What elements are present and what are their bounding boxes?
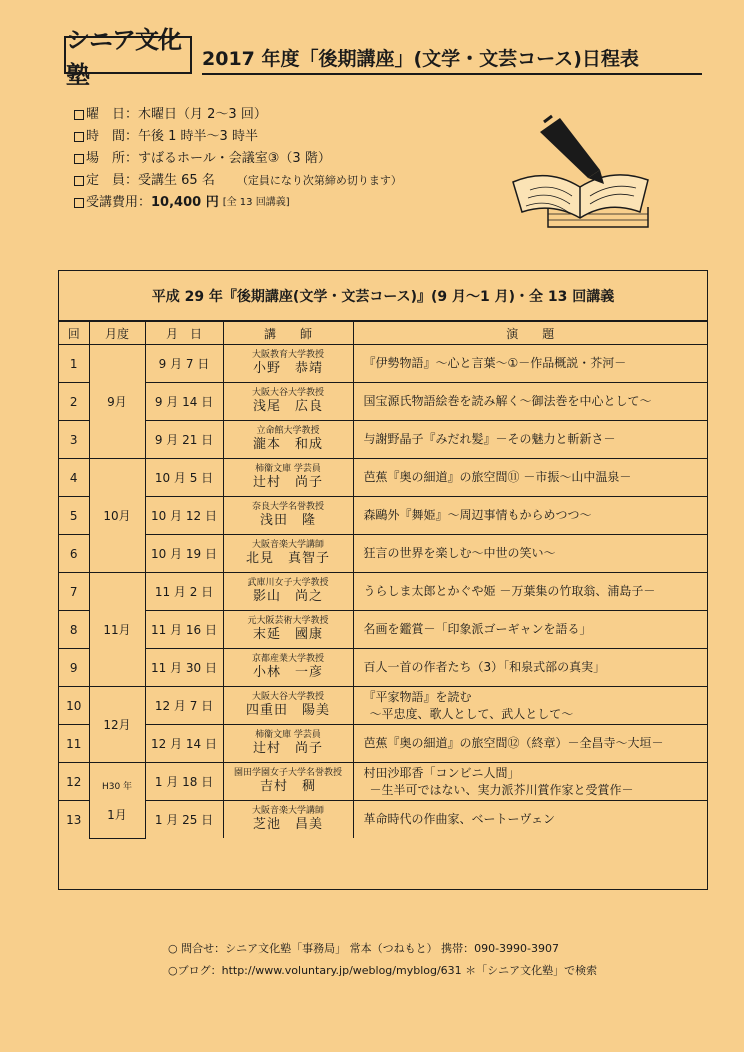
topic-cell <box>353 459 707 497</box>
lecturer-cell <box>223 687 353 725</box>
table-row <box>59 345 707 383</box>
lecturer-cell <box>223 345 353 383</box>
topic-text: うらしま太郎とかぐや姫 －万葉集の竹取翁、浦島子－ <box>363 584 656 599</box>
topic-text: 『伊勢物語』〜心と言葉〜①－作品概説・芥河－ <box>363 356 627 371</box>
lecturer-name: 吉村 稠 <box>259 779 316 795</box>
row-no: 1 <box>59 345 89 383</box>
row-no: 13 <box>59 801 89 839</box>
table-row <box>59 421 707 459</box>
topic-text: 名画を鑑賞－「印象派ゴーギャンを語る」 <box>363 622 592 637</box>
info-label: 場 所： <box>86 151 139 166</box>
info-label: 曜 日： <box>86 107 139 122</box>
lecturer-name: 北見 真智子 <box>245 551 330 567</box>
lecturer-cell <box>223 383 353 421</box>
info-label: 定 員： <box>86 173 139 188</box>
topic-cell <box>353 383 707 421</box>
row-date: 12 月 14 日 <box>145 725 223 763</box>
info-list <box>74 104 514 214</box>
page-title: 2017 年度「後期講座」(文学・文芸コース)日程表 <box>202 44 702 75</box>
lecturer-name: 辻村 尚子 <box>252 475 323 491</box>
lecturer-cell <box>223 459 353 497</box>
lecturer-cell <box>223 649 353 687</box>
info-fee <box>74 192 514 214</box>
info-label: 受講費用： <box>86 195 152 210</box>
lecturer-affiliation: 大阪音楽大学講師 <box>251 806 324 817</box>
lecturer-name: 末延 國康 <box>252 627 323 643</box>
schedule-table-frame <box>58 270 708 890</box>
row-date: 10 月 12 日 <box>145 497 223 535</box>
logo: シニア文化塾 <box>64 36 192 74</box>
blog-line: ○ブログ：http://www.voluntary.jp/weblog/myblog/631 ＊「シニア文化塾」で検索 <box>168 964 598 977</box>
topic-subtext: －生半可ではない、実力派芥川賞作家と受賞作－ <box>369 782 634 797</box>
lecturer-name: 浅尾 広良 <box>252 399 323 415</box>
topic-text: 革命時代の作曲家、ベートーヴェン <box>363 812 556 827</box>
month-cell: 11月 <box>89 573 145 687</box>
row-no: 9 <box>59 649 89 687</box>
table-row <box>59 459 707 497</box>
row-date: 1 月 18 日 <box>145 763 223 801</box>
topic-text: 芭蕉『奥の細道』の旅空間⑪ －市振〜山中温泉－ <box>363 470 632 485</box>
checkbox-icon <box>74 198 84 208</box>
table-row <box>59 763 707 801</box>
lecturer-cell <box>223 421 353 459</box>
row-no: 11 <box>59 725 89 763</box>
lecturer-affiliation: 園田学園女子大学名誉教授 <box>233 768 342 779</box>
lecturer-affiliation: 京都産業大学教授 <box>251 654 324 665</box>
lecturer-cell <box>223 535 353 573</box>
lecturer-affiliation: 大阪大谷大学教授 <box>251 692 324 703</box>
table-row <box>59 801 707 839</box>
row-date: 11 月 16 日 <box>145 611 223 649</box>
table-row <box>59 573 707 611</box>
header-lecturer: 講 師 <box>223 322 353 345</box>
topic-text: 森鷗外『舞姫』〜周辺事情もからめつつ〜 <box>363 508 592 523</box>
lecturer-affiliation: 柿衞文庫 学芸員 <box>255 464 321 475</box>
table-row <box>59 497 707 535</box>
lecturer-name: 影山 尚之 <box>252 589 323 605</box>
topic-text: 芭蕉『奥の細道』の旅空間⑫（終章）－全昌寺〜大垣－ <box>363 736 664 751</box>
table-row <box>59 687 707 725</box>
row-no: 12 <box>59 763 89 801</box>
topic-cell <box>353 801 707 839</box>
topic-text: 国宝源氏物語絵巻を読み解く〜御法巻を中心として〜 <box>363 394 652 409</box>
row-date: 9 月 14 日 <box>145 383 223 421</box>
row-date: 10 月 19 日 <box>145 535 223 573</box>
lecturer-cell <box>223 611 353 649</box>
topic-cell <box>353 573 707 611</box>
lecturer-affiliation: 立命館大学教授 <box>256 426 320 437</box>
lecturer-cell <box>223 801 353 839</box>
table-row <box>59 725 707 763</box>
schedule-table <box>59 321 707 839</box>
topic-cell <box>353 687 707 725</box>
month-cell: 10月 <box>89 459 145 573</box>
lecturer-affiliation: 武庫川女子大学教授 <box>247 578 329 589</box>
month-label: 1月 <box>107 807 127 822</box>
info-time <box>74 126 514 148</box>
row-date: 11 月 30 日 <box>145 649 223 687</box>
month-cell <box>89 763 145 839</box>
lecturer-cell <box>223 725 353 763</box>
row-date: 12 月 7 日 <box>145 687 223 725</box>
lecturer-name: 芝池 昌美 <box>252 817 323 833</box>
info-note: [全 13 回講義] <box>222 197 290 208</box>
row-no: 7 <box>59 573 89 611</box>
checkbox-icon <box>74 154 84 164</box>
topic-text: 村田沙耶香「コンビニ人間」 <box>363 766 520 781</box>
info-capacity <box>74 170 514 192</box>
table-row <box>59 611 707 649</box>
topic-cell <box>353 725 707 763</box>
row-no: 3 <box>59 421 89 459</box>
lecturer-name: 瀧本 和成 <box>252 437 323 453</box>
header-no: 回 <box>59 322 89 345</box>
row-no: 8 <box>59 611 89 649</box>
row-date: 9 月 21 日 <box>145 421 223 459</box>
lecturer-name: 小野 恭靖 <box>252 361 323 377</box>
row-no: 4 <box>59 459 89 497</box>
month-cell: 12月 <box>89 687 145 763</box>
lecturer-name: 浅田 隆 <box>259 513 316 529</box>
topic-cell <box>353 345 707 383</box>
info-value: 受講生 65 名 <box>138 173 215 188</box>
topic-subtext: 〜平忠度、歌人として、武人として〜 <box>369 706 574 721</box>
row-date: 11 月 2 日 <box>145 573 223 611</box>
topic-text: 与謝野晶子『みだれ髪』－その魅力と斬新さ－ <box>363 432 616 447</box>
header-month: 月度 <box>89 322 145 345</box>
info-note: （定員になり次第締め切ります） <box>236 174 402 187</box>
info-label: 時 間： <box>86 129 139 144</box>
lecturer-name: 四重田 陽美 <box>245 703 330 719</box>
lecturer-name: 小林 一彦 <box>252 665 323 681</box>
topic-cell <box>353 763 707 801</box>
lecturer-affiliation: 奈良大学名誉教授 <box>251 502 324 513</box>
table-caption: 平成 29 年『後期講座(文学・文芸コース)』(9 月〜1 月)・全 13 回講義 <box>59 271 707 321</box>
row-date: 10 月 5 日 <box>145 459 223 497</box>
table-row <box>59 649 707 687</box>
table-header-row <box>59 322 707 345</box>
lecturer-affiliation: 柿衞文庫 学芸員 <box>255 730 321 741</box>
row-no: 6 <box>59 535 89 573</box>
lecturer-affiliation: 大阪教育大学教授 <box>251 350 324 361</box>
book-pen-illustration <box>508 112 658 236</box>
topic-cell <box>353 611 707 649</box>
header-date: 月 日 <box>145 322 223 345</box>
info-value: 木曜日（月 2〜3 回） <box>138 107 267 122</box>
topic-text: 狂言の世界を楽しむ〜中世の笑い〜 <box>363 546 556 561</box>
row-date: 9 月 7 日 <box>145 345 223 383</box>
lecturer-affiliation: 大阪音楽大学講師 <box>251 540 324 551</box>
info-value: 午後 1 時半〜3 時半 <box>138 129 258 144</box>
checkbox-icon <box>74 110 84 120</box>
header-topic: 演 題 <box>353 322 707 345</box>
row-no: 10 <box>59 687 89 725</box>
row-no: 2 <box>59 383 89 421</box>
checkbox-icon <box>74 132 84 142</box>
lecturer-affiliation: 大阪大谷大学教授 <box>251 388 324 399</box>
info-value: すばるホール・会議室③（3 階） <box>138 151 331 166</box>
lecturer-affiliation: 元大阪芸術大学教授 <box>247 616 329 627</box>
topic-cell <box>353 649 707 687</box>
footer <box>168 938 597 982</box>
lecturer-cell <box>223 497 353 535</box>
topic-text: 百人一首の作者たち（3）「和泉式部の真実」 <box>363 660 606 675</box>
info-value: 10,400 円 <box>151 195 219 210</box>
topic-cell <box>353 421 707 459</box>
topic-cell <box>353 535 707 573</box>
contact-line: ○ 問合せ：シニア文化塾「事務局」 常本（つねもと） 携帯：090-3990-3907 <box>168 942 560 955</box>
info-day <box>74 104 514 126</box>
lecturer-cell <box>223 763 353 801</box>
row-date: 1 月 25 日 <box>145 801 223 839</box>
checkbox-icon <box>74 176 84 186</box>
table-row <box>59 383 707 421</box>
lecturer-name: 辻村 尚子 <box>252 741 323 757</box>
lecturer-cell <box>223 573 353 611</box>
topic-cell <box>353 497 707 535</box>
info-place <box>74 148 514 170</box>
month-year: H30 年 <box>101 781 133 792</box>
topic-text: 『平家物語』を読む <box>363 690 472 705</box>
month-cell: 9月 <box>89 345 145 459</box>
row-no: 5 <box>59 497 89 535</box>
table-row <box>59 535 707 573</box>
